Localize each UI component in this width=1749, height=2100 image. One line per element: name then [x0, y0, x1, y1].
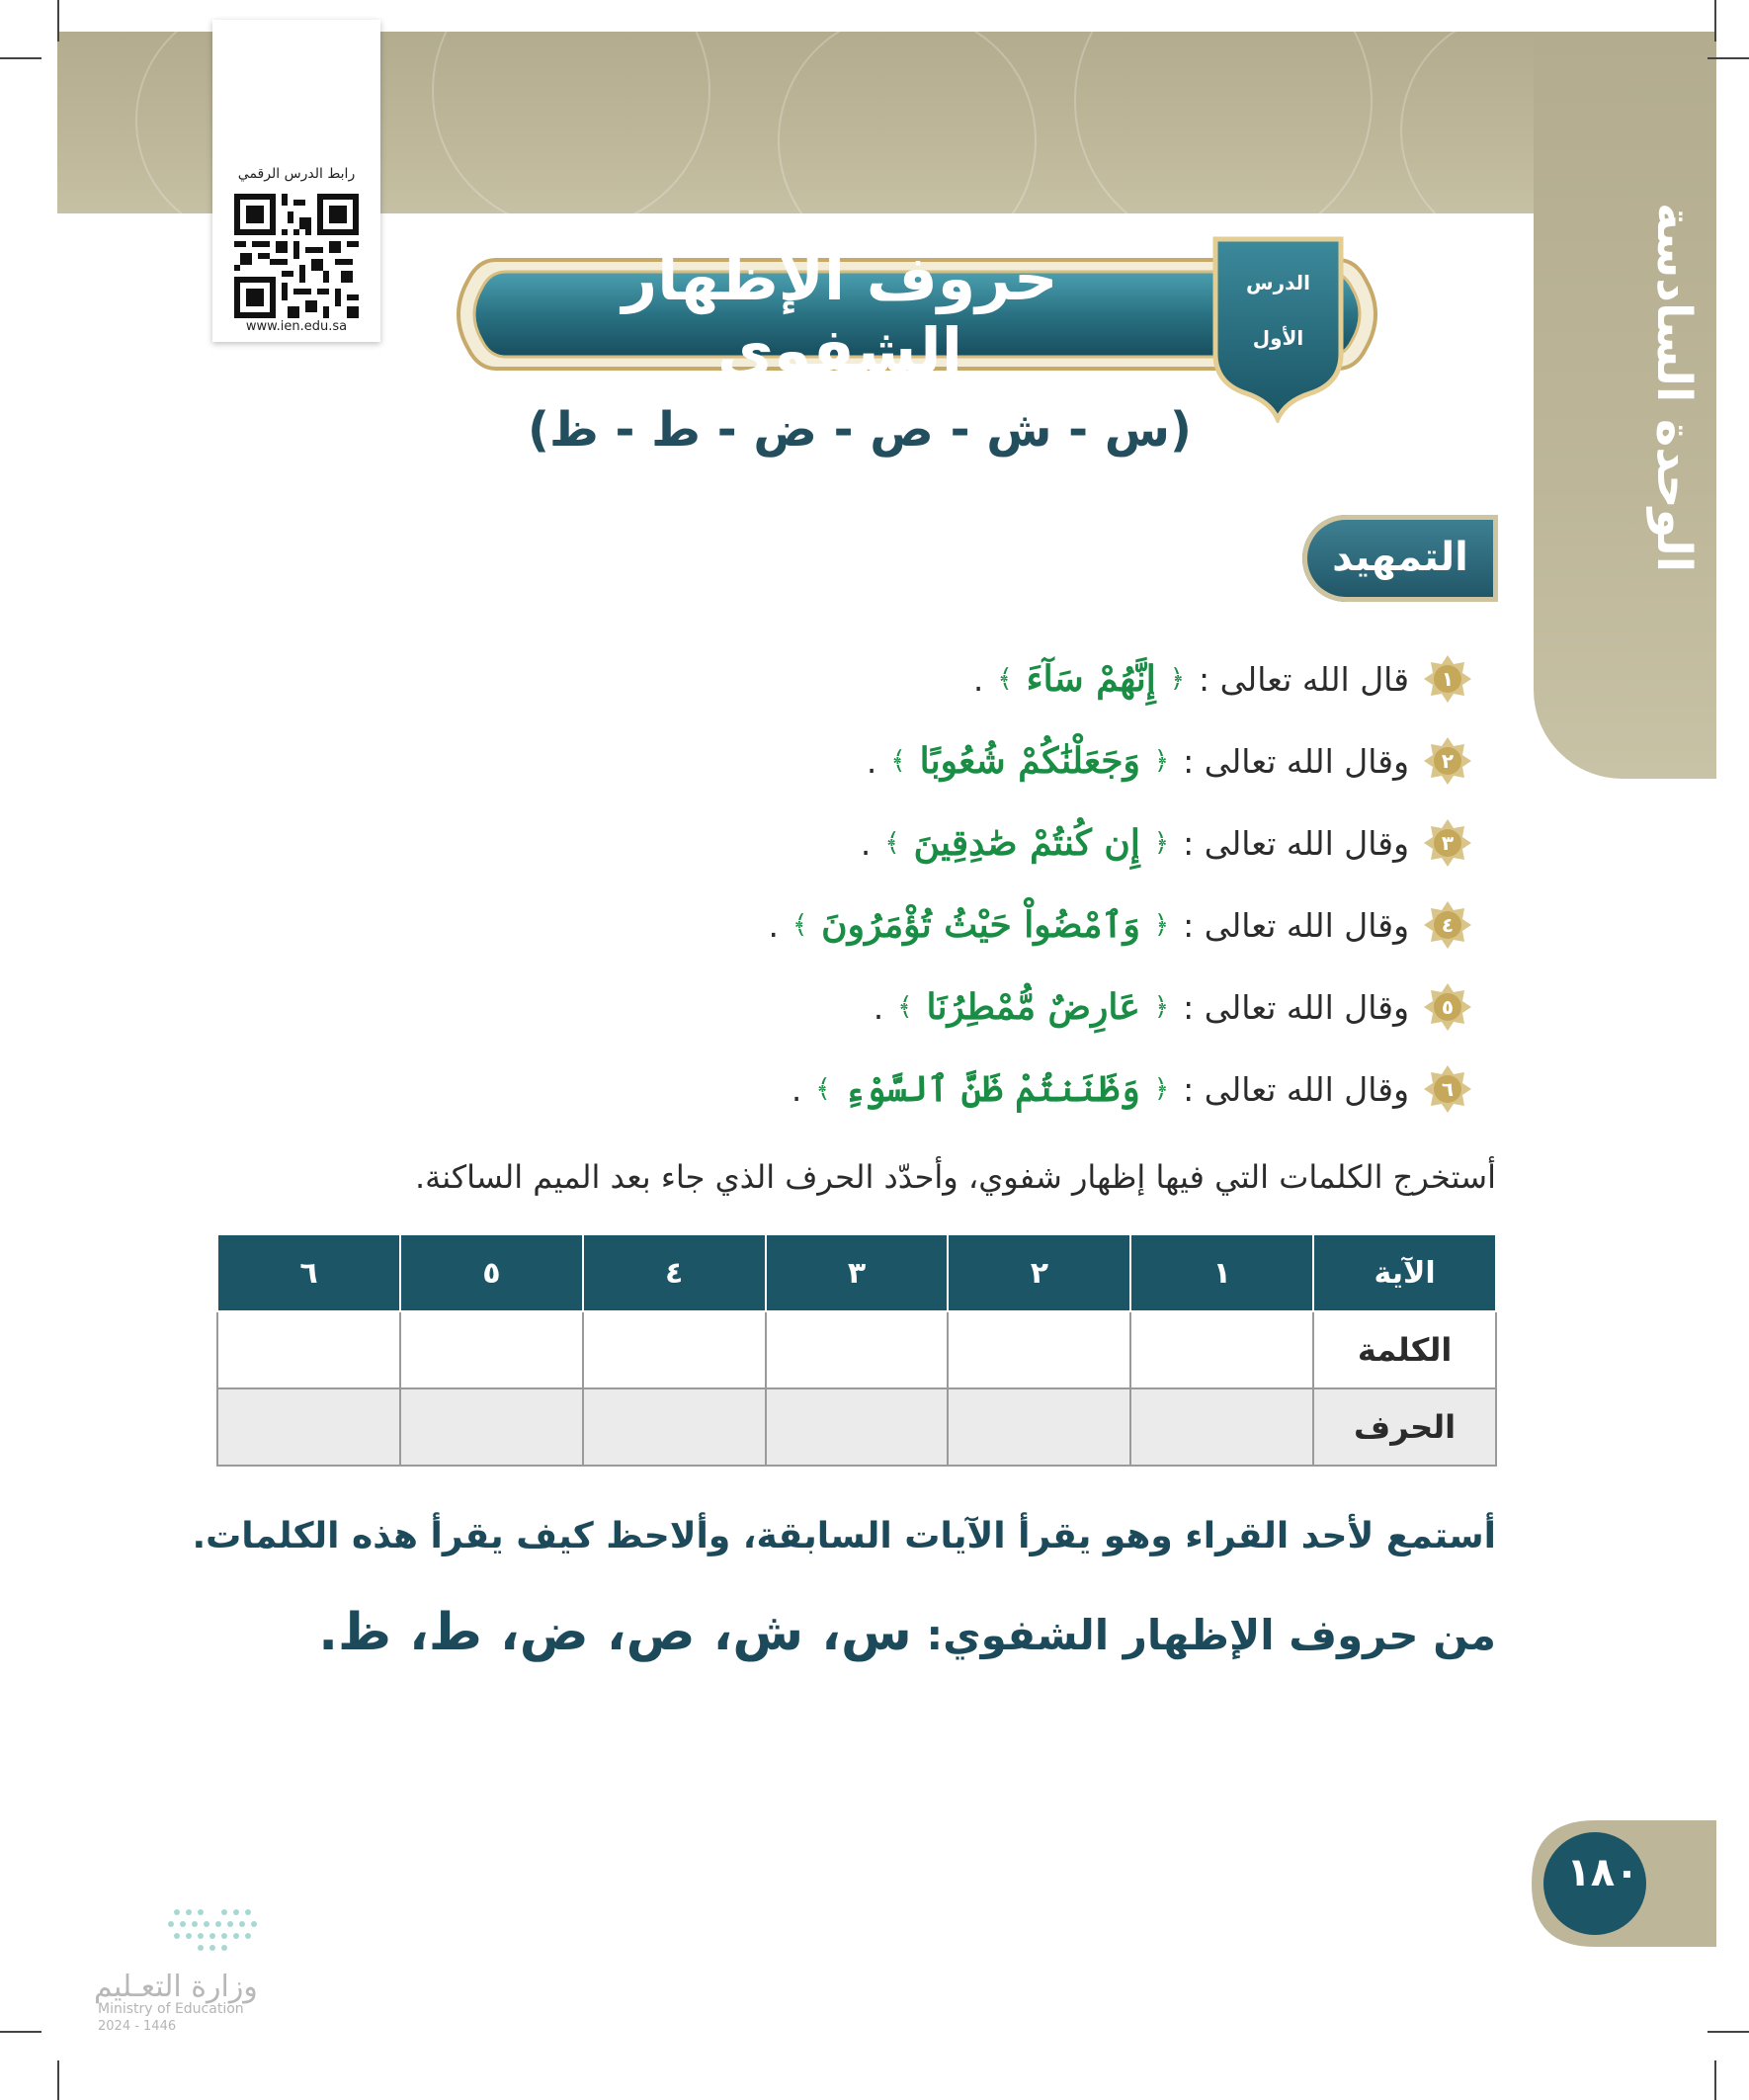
lesson-title: حروف الإظهار الشفوي: [622, 242, 1058, 386]
answer-cell[interactable]: [948, 1311, 1130, 1388]
quran-bracket-icon: ﴿: [1153, 1074, 1170, 1104]
letters-note-intro: من حروف الإظهار الشفوي:: [926, 1611, 1496, 1659]
letters-note-list: س، ش، ص، ض، ط، ظ.: [318, 1603, 912, 1662]
unit-label: الوحدة السادسة: [1646, 203, 1702, 573]
lesson-badge-line2: الأول: [1252, 326, 1304, 350]
lesson-letters: (س - ش - ص - ض - ط - ظ): [528, 402, 1192, 458]
listen-note: أستمع لأحد القراء وهو يقرأ الآيات السابقة، وألاحظ كيف يقرأ هذه الكلمات.: [192, 1516, 1496, 1556]
answer-cell[interactable]: [1130, 1311, 1313, 1388]
verse-quote: وَٱمْضُواْ حَيْثُ تُؤْمَرُونَ: [821, 904, 1140, 946]
table-column-header: ١: [1130, 1234, 1313, 1311]
verse-quote: وَظَنَنتُمْ ظَنَّ ٱلسَّوْءِ: [844, 1068, 1140, 1110]
crop-mark: [0, 57, 42, 59]
answer-cell[interactable]: [217, 1388, 400, 1466]
quran-bracket-icon: ﴾: [815, 1074, 831, 1104]
verse-number-badge: [1423, 654, 1472, 704]
section-tab: [1302, 515, 1498, 602]
verse-intro: وقال الله تعالى :: [1183, 987, 1409, 1027]
answer-table: [216, 1233, 1497, 1467]
answer-cell[interactable]: [766, 1311, 949, 1388]
verse-number-badge: [1423, 982, 1472, 1032]
answer-cell[interactable]: [1130, 1388, 1313, 1466]
verse-number: ٥: [1441, 995, 1455, 1019]
verse-item: ٦ وقال الله تعالى : ﴿ وَظَنَنتُمْ ظَنَّ ٱلسَّوْءِ ﴾ .: [791, 1059, 1472, 1119]
table-row: [217, 1311, 1496, 1388]
quran-bracket-icon: ﴿: [1169, 664, 1186, 694]
table-row: [217, 1388, 1496, 1466]
verse-item: ٣ وقال الله تعالى : ﴿ إِن كُنتُمْ صَٰدِقِينَ ﴾ .: [861, 813, 1472, 873]
quran-bracket-icon: ﴾: [884, 828, 900, 858]
verse-intro: وقال الله تعالى :: [1183, 741, 1409, 781]
table-column-header: ٥: [400, 1234, 583, 1311]
verse-number-badge: [1423, 900, 1472, 950]
table-column-header: ٦: [217, 1234, 400, 1311]
qr-code-icon[interactable]: [234, 194, 359, 318]
verse-number: ٤: [1441, 913, 1455, 937]
verse-quote: إِنَّهُمْ سَآءَ: [1026, 658, 1156, 700]
quran-bracket-icon: ﴿: [1153, 910, 1170, 940]
verse-number: ٢: [1441, 749, 1455, 773]
quran-bracket-icon: ﴾: [890, 746, 906, 776]
quran-bracket-icon: ﴿: [1153, 828, 1170, 858]
lesson-badge-line1: الدرس: [1245, 271, 1311, 294]
verse-intro: وقال الله تعالى :: [1183, 823, 1409, 863]
table-row-label: الكلمة: [1313, 1311, 1496, 1388]
answer-cell[interactable]: [583, 1311, 766, 1388]
verse-quote: عَارِضٌ مُّمْطِرُنَا: [926, 986, 1140, 1028]
verse-item: ٥ وقال الله تعالى : ﴿ عَارِضٌ مُّمْطِرُنَا ﴾ .: [874, 977, 1472, 1037]
verse-item: ١ قال الله تعالى : ﴿ إِنَّهُمْ سَآءَ ﴾ .: [973, 649, 1472, 709]
quran-bracket-icon: ﴿: [1153, 992, 1170, 1022]
crop-mark: [1714, 2060, 1716, 2100]
verse-intro: وقال الله تعالى :: [1183, 1069, 1409, 1109]
ministry-year: 2024 - 1446: [98, 2019, 177, 2034]
verse-number-badge: [1423, 736, 1472, 786]
verse-number-badge: [1423, 818, 1472, 868]
crop-mark: [1714, 0, 1716, 42]
quran-bracket-icon: ﴿: [1153, 746, 1170, 776]
page-number: ١٨٠: [1566, 1850, 1639, 1895]
ministry-dots-icon: [94, 1902, 331, 1962]
crop-mark: [0, 2031, 42, 2033]
verse-quote: وَجَعَلْنَٰكُمْ شُعُوبًا: [919, 740, 1140, 782]
table-row-label: الحرف: [1313, 1388, 1496, 1466]
qr-card[interactable]: [212, 20, 380, 342]
crop-mark: [1707, 2031, 1749, 2033]
crop-mark: [57, 2060, 59, 2100]
verse-item: ٢ وقال الله تعالى : ﴿ وَجَعَلْنَٰكُمْ شُعُوبًا ﴾ .: [867, 731, 1472, 791]
letters-note: [318, 1603, 1496, 1662]
quran-bracket-icon: ﴾: [791, 910, 808, 940]
answer-cell[interactable]: [583, 1388, 766, 1466]
verse-intro: قال الله تعالى :: [1199, 659, 1409, 699]
table-column-header: ٤: [583, 1234, 766, 1311]
answer-cell[interactable]: [400, 1311, 583, 1388]
table-header-row: [217, 1234, 1496, 1311]
verse-item: ٤ وقال الله تعالى : ﴿ وَٱمْضُواْ حَيْثُ تُؤْمَرُونَ ﴾ .: [768, 895, 1472, 955]
content-panel: [57, 213, 1534, 2100]
answer-cell[interactable]: [766, 1388, 949, 1466]
verse-number-badge: [1423, 1064, 1472, 1114]
verse-number: ٦: [1441, 1077, 1455, 1101]
table-column-header: ٢: [948, 1234, 1130, 1311]
verse-quote: إِن كُنتُمْ صَٰدِقِينَ: [913, 822, 1140, 864]
crop-mark: [1707, 57, 1749, 59]
exercise-instruction: أستخرج الكلمات التي فيها إظهار شفوي، وأحدّد الحرف الذي جاء بعد الميم الساكنة.: [414, 1158, 1496, 1196]
section-tab-label: التمهيد: [1332, 535, 1468, 580]
quran-bracket-icon: ﴾: [897, 992, 913, 1022]
answer-cell[interactable]: [217, 1311, 400, 1388]
crop-mark: [57, 0, 59, 42]
answer-cell[interactable]: [400, 1388, 583, 1466]
table-header-label: الآية: [1313, 1234, 1496, 1311]
quran-bracket-icon: ﴾: [997, 664, 1013, 694]
qr-caption: رابط الدرس الرقمي: [237, 166, 356, 182]
table-column-header: ٣: [766, 1234, 949, 1311]
verse-number: ٣: [1441, 831, 1455, 855]
qr-url[interactable]: www.ien.edu.sa: [245, 319, 348, 334]
ministry-name-ar: وزارة التعـليم: [94, 1970, 258, 2004]
verse-intro: وقال الله تعالى :: [1183, 905, 1409, 945]
ministry-logo: [94, 1902, 331, 2034]
answer-cell[interactable]: [948, 1388, 1130, 1466]
verse-number: ١: [1441, 667, 1455, 691]
ministry-name-en: Ministry of Education: [98, 2001, 244, 2017]
